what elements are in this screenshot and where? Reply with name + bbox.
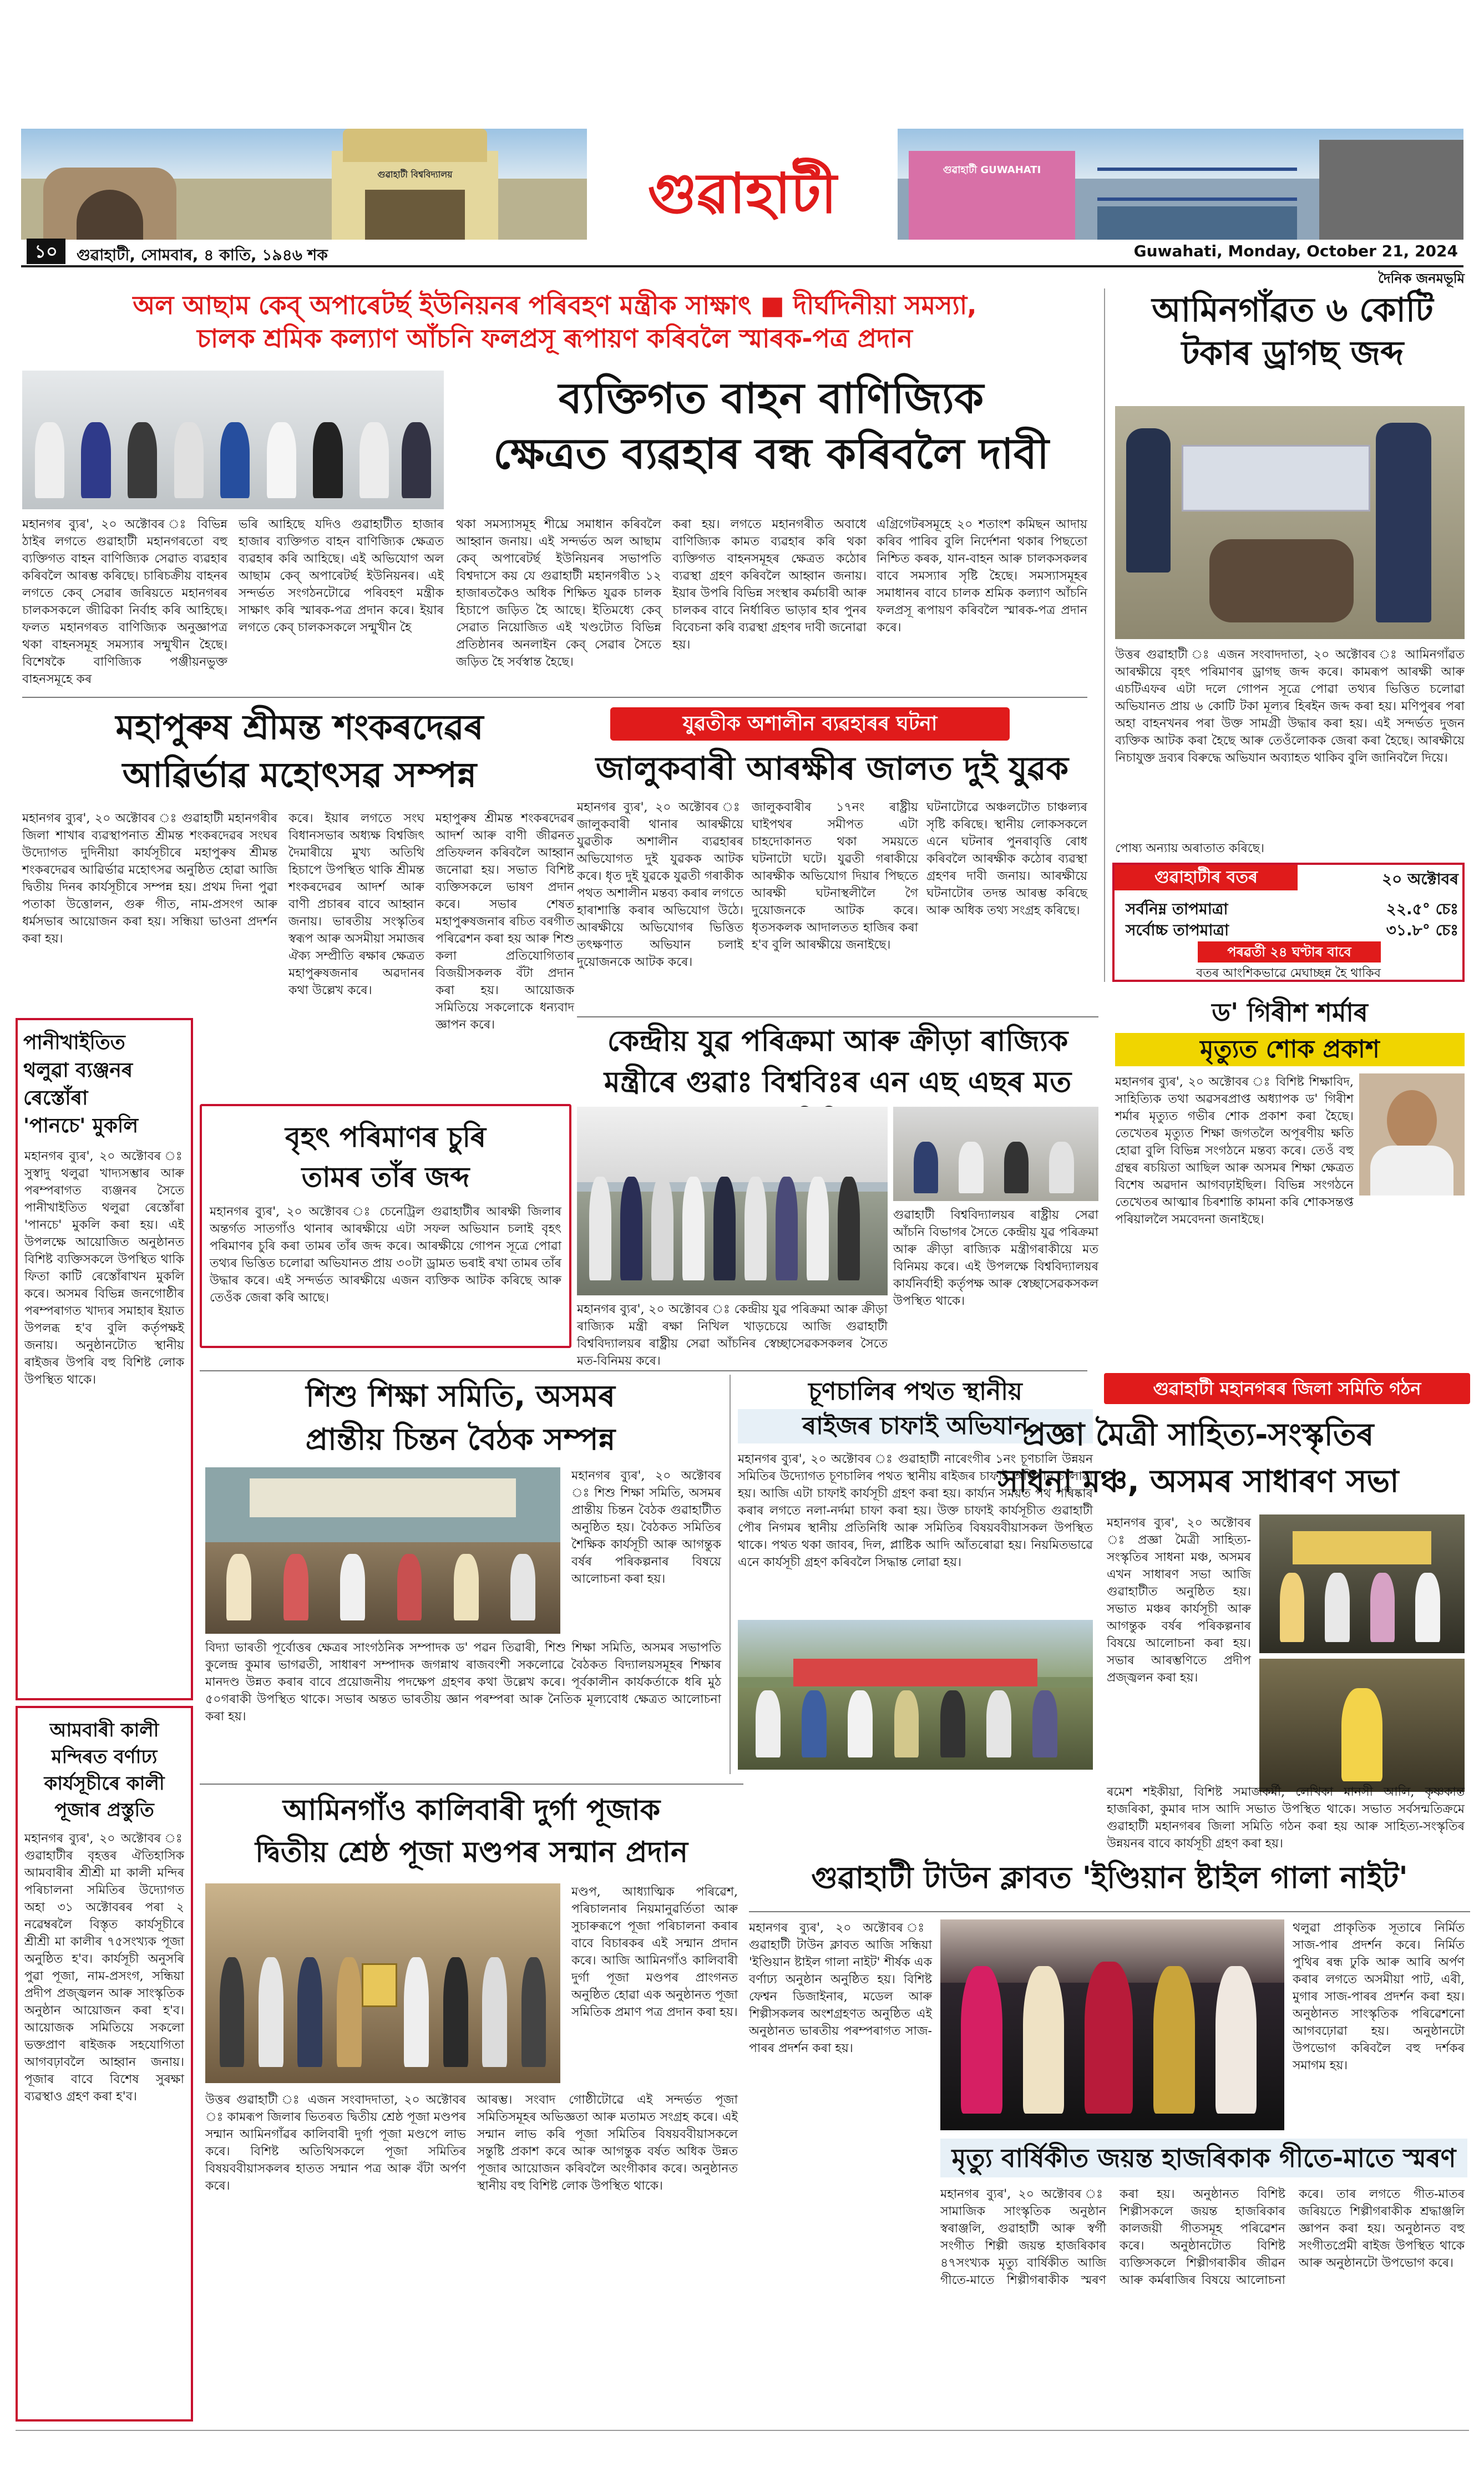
kali-body: মহানগৰ ব্যুৰ', ২০ অক্টোবৰ ঃ গুৱাহাটীৰ বৃহত্তৰ ঐতিহাসিক আমবাৰীৰ শ্ৰীশ্ৰী মা কালী মন্দিৰ পৰিচালনা সমিতিৰ উদ্যোগত অহা ৩১ অক্টোবৰৰ পৰা ২ নৱেম্বৰলৈ বিস্তৃত কাৰ্যসূচীৰে শ্ৰীশ্ৰী মা কালীৰ ৭৫সংখ্যক পূজা অনুষ্ঠিত হ'ব। কাৰ্যসূচী অনুসৰি পুৱা পূজা, নাম-প্ৰসংগ, সন্ধিয়া প্ৰদীপ প্ৰজ্জ্বলন আৰু সাংস্কৃতিক অনুষ্ঠান আয়োজন কৰা হ'ব। আয়োজক সমিতিয়ে সকলো ভক্তপ্ৰাণ ৰাইজক সহযোগিতা আগবঢ়াবলৈ আহ্বান জনায়। পূজাৰ বাবে বিশেষ সুৰক্ষা ব্যৱস্থাও গ্ৰহণ কৰা হ'ব।	[24, 1832, 184, 2104]
prajna-headline-line2: সাধনা মঞ্চ, অসমৰ সাধাৰণ সভা	[997, 1463, 1399, 1500]
ministry-headline-line1: কেন্দ্ৰীয় যুৱ পৰিক্ৰমা আৰু ক্ৰীড়া ৰাজ্যিক	[607, 1025, 1068, 1058]
top-banner-line1: অল আছাম কেব্ অপাৰেটৰ্ছ ইউনিয়নৰ পৰিবহণ মন্ত্ৰীক সাক্ষাৎ ■ দীৰ্ঘদিনীয়া সমস্যা,	[133, 290, 977, 320]
obit-body: মহানগৰ ব্যুৰ', ২০ অক্টোবৰ ঃ বিশিষ্ট শিক্ষাবিদ, সাহিত্যিক তথা অৱসৰপ্ৰাপ্ত অধ্যাপক ড' গিৰীশ শৰ্মাৰ মৃত্যুত গভীৰ শোক প্ৰকাশ কৰা হৈছে। তেখেতৰ মৃত্যুত শিক্ষা জগতলৈ অপূৰণীয় ক্ষতি হোৱা বুলি বিভিন্ন সংগঠনে মন্তব্য কৰে। তেওঁ বহু গ্ৰন্থৰ ৰচয়িতা আছিল আৰু অসমৰ শিক্ষা ক্ষেত্ৰত বিশেষ অৱদান আগবঢ়াইছিল। বিভিন্ন সংগঠনে তেখেতৰ আত্মাৰ চিৰশান্তি কামনা কৰি শোকসন্তপ্ত পৰিয়াললৈ সমবেদনা জনাইছে।	[1115, 1075, 1354, 1227]
date-line-en: Guwahati, Monday, October 21, 2024	[1133, 242, 1458, 260]
prajna-body-2: ৰমেশ শইকীয়া, বিশিষ্ট সমাজকৰ্মী, লেখিকা মানসী আলি, কৃষ্ণকান্ত হাজৰিকা, কুমাৰ দাস আদি সভাত উপস্থিত থাকে। সভাত সৰ্বসন্মতিক্ৰমে গুৱাহাটী মহানগৰৰ জিলা সমিতি গঠন কৰা হয় আৰু সাহিত্য-সংস্কৃতিৰ উন্নয়নৰ বাবে কাৰ্যসূচী গ্ৰহণ কৰা হয়।	[1107, 1785, 1465, 1851]
hazarika-headline: মৃত্যু বাৰ্ষিকীত জয়ন্ত হাজৰিকাক গীতে-মাতে স্মৰণ	[940, 2139, 1467, 2177]
lead-headline	[455, 371, 1087, 482]
gala-body-2: থলুৱা প্ৰাকৃতিক সূতাৰে নিৰ্মিত সাজ-পাৰ প্ৰদৰ্শন কৰে। নিৰ্মিত পুথিৰ ৰন্ধ ঢুকি আৰু আৰি অৰ্পণ কৰাৰ লগতে অসমীয়া পাট, এৰী, মুগাৰ সাজ-পাৰৰ প্ৰদৰ্শন কৰা হয়। অনুষ্ঠানত সাংস্কৃতিক পৰিৱেশনো আগবঢ়োৱা হয়। অনুষ্ঠানটো উপভোগ কৰিবলৈ বহু দৰ্শকৰ সমাগম হয়।	[1293, 1921, 1465, 2073]
durga-body-2: উত্তৰ গুৱাহাটী ঃ এজন সংবাদদাতা, ২০ অক্টোবৰ ঃ কামৰূপ জিলাৰ ভিতৰত দ্বিতীয় শ্ৰেষ্ঠ পূজা মণ্ডপৰ সন্মান আমিনগাঁৱৰ কালিবাৰী দুৰ্গা পূজা মণ্ডপে লাভ কৰে। বিশিষ্ট অতিথিসকলে পূজা সমিতিৰ বিষয়ববীয়াসকলৰ হাতত সন্মান পত্ৰ আৰু বঁটা অৰ্পণ কৰে।	[205, 2093, 466, 2193]
shishu-body-1: মহানগৰ ব্যুৰ', ২০ অক্টোবৰ ঃ শিশু শিক্ষা সমিতি, অসমৰ প্ৰান্তীয় চিন্তন বৈঠক গুৱাহাটীত অনুষ্ঠিত হয়। বৈঠকত সমিতিৰ শৈক্ষিক কাৰ্যসূচী আৰু আগন্তুক বৰ্ষৰ পৰিকল্পনাৰ বিষয়ে আলোচনা কৰা হয়।	[571, 1469, 721, 1586]
prajna-photo-1	[1259, 1514, 1465, 1653]
chaporia-photo	[738, 1620, 1093, 1770]
weather-min-label: সৰ্বোচ্চ তাপমাত্ৰা	[1126, 921, 1229, 939]
shishu-body-2: বিদ্যা ভাৰতী পূৰ্বোত্তৰ ক্ষেত্ৰৰ সাংগঠনিক সম্পাদক ড' পৱন তিৱাৰী, শিশু শিক্ষা সমিতি, অসমৰ সভাপতি কুলেন্দ্ৰ কুমাৰ ভাগৱতী, সাধাৰণ সম্পাদক জগন্নাথ ৰাজবংশী সকলোৱে বৈঠকত বিদ্যালয়সমূহৰ শিক্ষাৰ মানদণ্ড উন্নত কৰাৰ বাবে প্ৰয়োজনীয় পদক্ষেপ গ্ৰহণৰ কথা উল্লেখ কৰে। পূৰ্বকালীন কাৰ্যকৰ্তাকে ধৰি মুঠ ৫০গৰাকী উপস্থিত থাকে। সভাৰ অন্তত ভাৰতীয় জ্ঞান পৰম্পৰা আৰু নৈতিক মূল্যবোধ ক্ষেত্ৰত আলোচনা কৰা হয়।	[205, 1641, 721, 1724]
kali-headline-line2: মন্দিৰত বৰ্ণাঢ্য	[51, 1746, 158, 1768]
jalukbari-body-1: মহানগৰ ব্যুৰ', ২০ অক্টোবৰ ঃ জালুকবাৰী থানাৰ আৰক্ষীয়ে যুৱতীক অশালীন ব্যৱহাৰৰ অভিযোগত দুই যুৱকক আটক কৰে। ধৃত দুই যুৱকে যুৱতী গৰাকীক পথত অশালীন মন্তব্য কৰাৰ লগতে হাৰাশাস্তি কৰাৰ অভিযোগ উঠে। আৰক্ষীয়ে অভিযোগৰ ভিত্তিত তৎক্ষণাত অভিযান চলাই দুয়োজনকে আটক কৰে।	[577, 801, 743, 969]
chaporia-headline-line2: ৰাইজৰ চাফাই অভিযান	[738, 1409, 1093, 1443]
weather-max-value: ২২.৫° চেঃ	[1386, 900, 1458, 918]
drugs-headline-line2: টকাৰ ড্ৰাগছ জব্দ	[1181, 334, 1404, 373]
theft-headline-line1: বৃহৎ পৰিমাণৰ চুৰি	[285, 1121, 487, 1153]
gate-label: গুৱাহাটী বিশ্ববিদ্যালয়	[377, 169, 453, 180]
durga-headline-line2: দ্বিতীয় শ্ৰেষ্ঠ পূজা মণ্ডপৰ সন্মান প্ৰদান	[255, 1836, 688, 1869]
weather-title: গুৱাহাটীৰ বতৰ	[1115, 865, 1298, 890]
lead-body-2: ভৰি আহিছে যদিও গুৱাহাটীত হাজাৰ হাজাৰ ব্যক্তিগত বাহন বাণিজ্যিক ক্ষেত্ৰত ব্যৱহাৰ কৰি আহিছে। এই অভিযোগ অল আছাম কেব্ অপাৰেটৰ্ছ ইউনিয়নৰ। এই সন্দৰ্ভত সংগঠনটোৱে পৰিবহণ মন্ত্ৰীক সাক্ষাৎ কৰি স্মাৰক-পত্ৰ প্ৰদান কৰে। ইয়াৰ লগতে কেব্ চালকসকলে সন্মুখীন হৈ	[239, 518, 444, 635]
paani-headline-line1: পানীখাইতিত	[23, 1031, 125, 1054]
prajna-headline-line1: প্ৰজ্ঞা মৈত্ৰী সাহিত্য-সংস্কৃতিৰ	[1022, 1417, 1374, 1453]
drugs-headline	[1115, 288, 1470, 375]
kali-headline-line1: আমবাৰী কালী	[49, 1719, 159, 1741]
theft-headline	[202, 1106, 569, 1197]
paani-headline	[18, 1020, 191, 1144]
shishu-photo	[205, 1467, 560, 1634]
drugs-body: উত্তৰ গুৱাহাটী ঃ এজন সংবাদদাতা, ২০ অক্টোবৰ ঃ আমিনগাঁৱত আৰক্ষীয়ে বৃহৎ পৰিমাণৰ ড্ৰাগছ জব্দ কৰে। কামৰূপ আৰক্ষী আৰু এচটিএফৰ এটা দলে গোপন সূত্ৰে পোৱা তথ্যৰ ভিত্তিত চলোৱা অভিযানত প্ৰায় ৬ কোটি টকা মূল্যৰ হিৰইন জব্দ কৰা হয়। মণিপুৰৰ পৰা অহা বাহনখনৰ পৰা উক্ত সামগ্ৰী উদ্ধাৰ কৰা হয়। এই সন্দৰ্ভত দুজন ব্যক্তিক আটক কৰা হৈছে আৰু তেওঁলোকক জেৰা কৰা হৈছে। আৰক্ষীয়ে নিচাযুক্ত দ্ৰব্যৰ বিৰুদ্ধে অভিযান অব্যাহত থাকিব বুলি জানিবলৈ দিয়ে।	[1115, 648, 1465, 765]
page-number: ১০	[27, 239, 65, 264]
jalukbari-headline: জালুকবাৰী আৰক্ষীৰ জালত দুই যুৱক	[595, 749, 1069, 787]
lead-body-5: এগ্ৰিগেটৰসমূহে ২০ শতাংশ কমিছন আদায় কৰিব পাৰিব বুলি নিৰ্দেশনা থকাৰ পিছতো নিশ্চিত কৰক, যান-বাহন আৰু চালকসকলৰ বাবে সমস্যাৰ সৃষ্টি হৈছে। সমস্যাসমূহৰ সমাধানৰ বাবে চালক শ্ৰমিক কল্যাণ আঁচনি ফলপ্ৰসূ ৰূপায়ণ কৰিবলৈ স্মাৰক-পত্ৰ প্ৰদান কৰে।	[877, 518, 1087, 635]
durga-body-3: আৰম্ভ। সংবাদ গোষ্ঠীটোৱে এই সন্দৰ্ভত পূজা সমিতিসমূহৰ অভিজ্ঞতা আৰু মতামত সংগ্ৰহ কৰে। এই সন্মান লাভ কৰি পূজা সমিতিৰ বিষয়ববীয়াসকলে সন্তুষ্টি প্ৰকাশ কৰে আৰু আগন্তুক বৰ্ষত অধিক উন্নত পূজাৰ আয়োজন কৰিবলৈ অংগীকাৰ কৰে। অনুষ্ঠানত স্থানীয় বহু বিশিষ্ট লোক উপস্থিত থাকে।	[477, 2093, 738, 2193]
drugs-photo	[1115, 406, 1465, 639]
sankaradeva-body-1: মহানগৰ ব্যুৰ', ২০ অক্টোবৰ ঃ গুৱাহাটী মহানগৰীৰ জিলা শাখাৰ ব্যৱস্থাপনাত শ্ৰীমন্ত শংকৰদেৱৰ সংঘৰ উদ্যোগত দুদিনীয়া কাৰ্যসূচীৰে মহাপুৰুষ শ্ৰীমন্ত শংকৰদেৱৰ আৱিৰ্ভাৱ মহোৎসৱ অনুষ্ঠিত হোৱা আজি দ্বিতীয় দিনৰ কাৰ্যসূচীৰে সম্পন্ন হয়। প্ৰথম দিনা পুৱা পতাকা উত্তোলন, গুৰু গীত, নাম-প্ৰসংগ আৰু ধৰ্মসভাৰ আয়োজন কৰা হয়। সন্ধিয়া ভাওনা প্ৰদৰ্শন কৰা হয়।	[22, 812, 277, 946]
prajna-tag: গুৱাহাটী মহানগৰৰ জিলা সমিতি গঠন	[1104, 1373, 1470, 1404]
drugs-note: পোষ্য অন্যায় অৰাতাত কৰিছে।	[1115, 842, 1264, 855]
ministry-photo-2	[893, 1107, 1098, 1201]
weather-box	[1112, 863, 1465, 982]
gala-headline: গুৱাহাটী টাউন ক্লাবত 'ইণ্ডিয়ান ষ্টাইল গালা নাইট'	[811, 1860, 1408, 1895]
hazarika-body: মহানগৰ ব্যুৰ', ২০ অক্টোবৰ ঃ সামাজিক সাংস্কৃতিক অনুষ্ঠান স্বৰাঞ্জলি, গুৱাহাটী আৰু স্বৰ্গী সংগীত শিল্পী জয়ন্ত হাজৰিকাৰ ৪৭সংখ্যক মৃত্যু বাৰ্ষিকীত আজি গীতে-মাতে শিল্পীগৰাকীক স্মৰণ কৰা হয়। অনুষ্ঠানত বিশিষ্ট শিল্পীসকলে জয়ন্ত হাজৰিকাৰ কালজয়ী গীতসমূহ পৰিৱেশন কৰে। অনুষ্ঠানটোত বিশিষ্ট ব্যক্তিসকলে শিল্পীগৰাকীৰ জীৱন আৰু কৰ্মৰাজিৰ বিষয়ে আলোচনা কৰে। তাৰ লগতে গীত-মাতৰ জৰিয়তে শিল্পীগৰাকীক শ্ৰদ্ধাঞ্জলি জ্ঞাপন কৰা হয়। অনুষ্ঠানত বহু সংগীতপ্ৰেমী ৰাইজ উপস্থিত থাকে আৰু অনুষ্ঠানটো উপভোগ কৰে।	[940, 2187, 1465, 2287]
ministry-headline-line2: মন্ত্ৰীৰে গুৱাঃ বিশ্ববিঃৰ এন এছ এছৰ মত	[604, 1066, 1072, 1099]
weather-date: ২০ অক্টোবৰ	[1381, 870, 1458, 888]
weather-max-label: সৰ্বনিম্ন তাপমাত্ৰা	[1126, 900, 1228, 918]
lead-photo	[22, 371, 444, 509]
weather-next-label: পৰৱৰ্তী ২৪ ঘণ্টাৰ বাবে	[1198, 941, 1381, 963]
paani-headline-line4: 'পানচে' মুকলি	[23, 1115, 139, 1137]
ministry-body-1: গুৱাহাটী বিশ্ববিদ্যালয়ৰ ৰাষ্ট্ৰীয় সেৱা আঁচনি বিভাগৰ সৈতে কেন্দ্ৰীয় যুৱ পৰিক্ৰমা আৰু ক্ৰীড়া ৰাজ্যিক মন্ত্ৰীগৰাকীয়ে মত বিনিময় কৰে। এই উপলক্ষে বিশ্ববিদ্যালয়ৰ কাৰ্যনিৰ্বাহী কৰ্তৃপক্ষ আৰু স্বেচ্ছাসেৱকসকল উপস্থিত থাকে।	[893, 1208, 1098, 1308]
lead-headline-line2: ক্ষেত্ৰত ব্যৱহাৰ বন্ধ কৰিবলৈ দাবী	[493, 429, 1049, 478]
paani-body: মহানগৰ ব্যুৰ', ২০ অক্টোবৰ ঃ সুস্বাদু থলুৱা খাদ্যসম্ভাৰ আৰু পৰম্পৰাগত ব্যঞ্জনৰ সৈতে পানীখাইতিত থলুৱা ৰেস্তোঁৰা 'পানচে' মুকলি কৰা হয়। এই উপলক্ষে আয়োজিত অনুষ্ঠানত বিশিষ্ট ব্যক্তিসকলে উপস্থিত থাকি ফিতা কাটি ৰেস্তোঁৰাখন মুকলি কৰে। অসমৰ বিভিন্ন জনগোষ্ঠীৰ পৰম্পৰাগত খাদ্যৰ সমাহাৰ ইয়াত উপলব্ধ হ'ব বুলি কৰ্তৃপক্ষই জনায়। অনুষ্ঠানটোত স্থানীয় ৰাইজৰ উপৰি বহু বিশিষ্ট লোক উপস্থিত থাকে।	[24, 1149, 184, 1387]
durga-photo	[205, 1883, 560, 2083]
sankaradeva-body-3: মহাপুৰুষ শ্ৰীমন্ত শংকৰদেৱৰ আদৰ্শ আৰু বাণী জীৱনত প্ৰতিফলন কৰিবলৈ আহ্বান জনোৱা হয়। সভাত বিশিষ্ট ব্যক্তিসকলে ভাষণ প্ৰদান কৰে। সভাৰ শেষত মহাপুৰুষজনাৰ ৰচিত বৰগীত পৰিৱেশন কৰা হয় আৰু শিশু কলা প্ৰতিযোগিতাৰ বিজয়ীসকলক বঁটা প্ৰদান কৰা হয়। আয়োজক সমিতিয়ে সকলোকে ধন্যবাদ জ্ঞাপন কৰে।	[435, 812, 574, 1032]
prajna-photo-2	[1259, 1659, 1465, 1792]
masthead	[21, 129, 1463, 262]
top-banner-line2: চালক শ্ৰমিক কল্যাণ আঁচনি ফলপ্ৰসূ ৰূপায়ণ কৰিবলৈ স্মাৰক-পত্ৰ প্ৰদান	[197, 323, 913, 353]
brand-title: গুৱাহাটী	[647, 160, 837, 226]
shishu-headline-line2: প্ৰান্তীয় চিন্তন বৈঠক সম্পন্ন	[305, 1422, 616, 1457]
jalukbari-body-2: জালুকবাৰীৰ ১৭নং ৰাষ্ট্ৰীয় ঘাইপথৰ সমীপত এটা চাহদোকানত থকা সময়তে ঘটনাটো ঘটে। যুৱতী গৰাকীয়ে আৰক্ষীক অভিযোগ দিয়াৰ পিছতে আৰক্ষী ঘটনাস্থলীলৈ গৈ দুয়োজনকে আটক কৰে। ধৃতসকলক আদালতত হাজিৰ কৰা হ'ব বুলি আৰক্ষীয়ে জনাইছে।	[752, 801, 918, 952]
weather-min-value: ৩১.৮° চেঃ	[1386, 921, 1458, 939]
sankaradeva-headline-line2: আৱিৰ্ভাৱ মহোৎসৱ সম্পন্ন	[122, 754, 477, 795]
date-line-as: গুৱাহাটী, সোমবাৰ, ৪ কাতি, ১৯৪৬ শক	[77, 246, 328, 264]
weather-forecast: বতৰ আংশিকভাৱে মেঘাচ্ছন্ন হৈ থাকিব	[1196, 966, 1381, 980]
masthead-gate-photo	[21, 129, 587, 240]
shishu-headline	[200, 1375, 721, 1461]
ministry-caption: মহানগৰ ব্যুৰ', ২০ অক্টোবৰ ঃ কেন্দ্ৰীয় যুৱ পৰিক্ৰমা আৰু ক্ৰীড়া ৰাজ্যিক মন্ত্ৰী ৰক্ষা নিখিল খাড়চেয়ে আজি গুৱাহাটী বিশ্ববিদ্যালয়ৰ ৰাষ্ট্ৰীয় সেৱা আঁচনিৰ স্বেচ্ছাসেৱকসকলৰ সৈতে মত-বিনিময় কৰে।	[577, 1303, 888, 1368]
obit-name: ড' গিৰীশ শৰ্মাৰ	[1212, 997, 1368, 1027]
lead-body-3: থকা সমস্যাসমূহ শীঘ্ৰে সমাধান কৰিবলৈ আহ্বান জনায়। এই সন্দৰ্ভত অল আছাম কেব্ অপাৰেটৰ্ছ ইউনিয়নৰ সভাপতি বিশ্বদাসে কয় যে গুৱাহাটী মহানগৰীত ১২ হাজাৰতকৈও অধিক শিক্ষিত যুৱক চালক হিচাপে জড়িত হৈ আছে। ইতিমধ্যে কেব্ সেৱাত নিয়োজিত এই খণ্ডটোত বিভিন্ন প্ৰতিষ্ঠানৰ অনলাইন কেব্ সেৱাৰ সৈতে জড়িত হৈ সৰ্বস্বান্ত হৈছে।	[456, 518, 661, 669]
jalukbari-tag: যুৱতীক অশালীন ব্যৱহাৰৰ ঘটনা	[610, 707, 1010, 741]
paani-headline-line3: ৰেস্তোঁৰা	[23, 1087, 88, 1110]
theft-body: মহানগৰ ব্যুৰ', ২০ অক্টোবৰ ঃ চেনেট্ৰিল গুৱাহাটীৰ আৰক্ষী জিলাৰ অন্তৰ্গত সাতগাঁও থানাৰ আৰক্ষীয়ে এটা সফল অভিযান চলাই বৃহৎ পৰিমাণৰ চুৰি কৰা তামৰ তাঁৰ জব্দ কৰে। আৰক্ষীয়ে গোপন সূত্ৰে পোৱা তথ্যৰ ভিত্তিত চলোৱা অভিযানত প্ৰায় ৩০টা ড্ৰামত ভৰাই ৰখা তামৰ তাঁৰ উদ্ধাৰ কৰে। এই সন্দৰ্ভত আৰক্ষীয়ে এজন ব্যক্তিক আটক কৰিছে আৰু তেওঁক জেৰা কৰি আছে।	[210, 1205, 561, 1305]
lead-body-1: মহানগৰ ব্যুৰ', ২০ অক্টোবৰ ঃ বিভিন্ন ঠাইৰ লগতে গুৱাহাটী মহানগৰতো বহু ব্যক্তিগত বাহন বাণিজ্যিক সেৱাত ব্যৱহাৰ কৰিবলৈ আৰম্ভ কৰিছে। চাৰিচক্ৰীয় বাহনৰ লগতে কেব্ সেৱাৰ জৰিয়তে মহানগৰৰ চালকসকলে জীৱিকা নিৰ্বাহ কৰি আহিছে। ফলত মহানগৰত বাণিজ্যিক অনুজ্ঞাপত্ৰ থকা বাহনসমূহ সমস্যাৰ সন্মুখীন হৈছে। বিশেষকৈ বাণিজ্যিক পঞ্জীয়নভুক্ত বাহনসমূহে কৰ	[22, 518, 227, 686]
chaporia-body: মহানগৰ ব্যুৰ', ২০ অক্টোবৰ ঃ গুৱাহাটী নাৰেংগীৰ ১নং চূণচালি উন্নয়ন সমিতিৰ উদ্যোগত চূণচালিৰ পথত স্থানীয় ৰাইজৰ চাফাই অভিযান চলোৱা হয়। আজি এটা চাফাই কাৰ্যসূচী গ্ৰহণ কৰা হয়। কাৰ্য্যন সময়ত পথ পৰিষ্কাৰ কৰাৰ লগতে নলা-নৰ্দমা চাফা কৰা হয়। উক্ত চাফাই কাৰ্যসূচীত গুৱাহাটী পৌৰ নিগমৰ স্থানীয় প্ৰতিনিধি আৰু সমিতিৰ বিষয়ববীয়াসকল উপস্থিত থাকে। পথত থকা জাবৰ, দিল, প্লাষ্টিক আদি আঁতৰোৱা হয়। নিয়মিতভাৱে এনে কাৰ্যসূচী গ্ৰহণ কৰিবলৈ সিদ্ধান্ত লোৱা হয়।	[738, 1452, 1093, 1569]
paani-headline-line2: থলুৱা ব্যঞ্জনৰ	[23, 1059, 133, 1082]
sankaradeva-headline	[22, 703, 577, 799]
durga-body-1: মণ্ডপ, আধ্যাত্মিক পৰিৱেশ, পৰিচালনাৰ নিয়মানুৱৰ্তিতা আৰু সুচাৰুৰূপে পূজা পৰিচালনা কৰাৰ বাবে বিচাৰকৰ এই সন্মান প্ৰদান কৰে। আজি আমিনগাঁও কালিবাৰী দুৰ্গা পূজা মণ্ডপৰ প্ৰাংগনত অনুষ্ঠিত হোৱা এক অনুষ্ঠানত পূজা সমিতিক প্ৰমাণ পত্ৰ প্ৰদান কৰা হয়।	[571, 1885, 738, 2019]
jalukbari-body-3: ঘটনাটোৱে অঞ্চলটোত চাঞ্চল্যৰ সৃষ্টি কৰিছে। স্থানীয় লোকসকলে এনে ঘটনাৰ পুনৰাবৃত্তি ৰোধ কৰিবলৈ আৰক্ষীক কঠোৰ ব্যৱস্থা গ্ৰহণৰ দাবী জনায়। আৰক্ষীয়ে ঘটনাটোৰ তদন্ত আৰম্ভ কৰিছে আৰু অধিক তথ্য সংগ্ৰহ কৰিছে।	[926, 801, 1087, 918]
shishu-headline-line1: শিশু শিক্ষা সমিতি, অসমৰ	[306, 1379, 615, 1414]
kali-headline	[18, 1708, 191, 1828]
top-banner	[33, 288, 1076, 355]
masthead-city-photo	[898, 129, 1463, 240]
theft-headline-line2: তামৰ তাঁৰ জব্দ	[301, 1161, 470, 1193]
kali-headline-line4: পূজাৰ প্ৰস্তুতি	[54, 1799, 154, 1821]
paper-name: দৈনিক জনমভূমি	[1378, 271, 1465, 286]
durga-headline	[200, 1789, 743, 1873]
ministry-photo	[577, 1107, 888, 1295]
sankaradeva-body-2: কৰে। ইয়াৰ লগতে সংঘ বিধানসভাৰ অধ্যক্ষ বিশ্বজিৎ দৈমাৰীয়ে মুখ্য অতিথি হিচাপে উপস্থিত থাকি শ্ৰীমন্ত শংকৰদেৱৰ আদৰ্শ আৰু বাণী প্ৰচাৰৰ বাবে আহ্বান জনায়। ভাৰতীয় সংস্কৃতিৰ স্বৰূপ আৰু অসমীয়া সমাজৰ ঐক্য সম্প্ৰীতি ৰক্ষাৰ ক্ষেত্ৰত মহাপুৰুষজনাৰ অৱদানৰ কথা উল্লেখ কৰে।	[288, 812, 424, 997]
durga-headline-line1: আমিনগাঁও কালিবাৰী দুৰ্গা পূজাক	[282, 1794, 661, 1827]
obit-photo	[1359, 1073, 1465, 1195]
gala-body-1: মহানগৰ ব্যুৰ', ২০ অক্টোবৰ ঃ গুৱাহাটী টাউন ক্লাবত আজি সন্ধিয়া 'ইণ্ডিয়ান ষ্টাইল গালা নাইট' শীৰ্ষক এক বৰ্ণাঢ্য অনুষ্ঠান অনুষ্ঠিত হয়। বিশিষ্ট ফেশ্বন ডিজাইনাৰ, মডেল আৰু শিল্পীসকলৰ অংশগ্ৰহণত অনুষ্ঠিত এই অনুষ্ঠানত ভাৰতীয় পৰম্পৰাগত সাজ-পাৰৰ প্ৰদৰ্শন কৰা হয়।	[749, 1921, 932, 2055]
drugs-headline-line1: আমিনগাঁৱত ৬ কোটি	[1152, 291, 1434, 330]
theft-box	[200, 1104, 571, 1348]
prajna-headline	[871, 1412, 1470, 1505]
lead-headline-line1: ব্যক্তিগত বাহন বাণিজ্যিক	[558, 373, 984, 423]
kali-box	[16, 1706, 193, 2422]
prajna-body-1: মহানগৰ ব্যুৰ', ২০ অক্টোবৰ ঃ প্ৰজ্ঞা মৈত্ৰী সাহিত্য-সংস্কৃতিৰ সাধনা মঞ্চ, অসমৰ এখন সাধাৰণ সভা আজি গুৱাহাটীত অনুষ্ঠিত হয়। সভাত মঞ্চৰ কাৰ্যসূচী আৰু আগন্তুক বৰ্ষৰ পৰিকল্পনাৰ বিষয়ে আলোচনা কৰা হয়। সভাৰ আৰম্ভণিতে প্ৰদীপ প্ৰজ্জ্বলন কৰা হয়।	[1107, 1516, 1251, 1685]
paani-box	[16, 1018, 193, 1700]
kali-headline-line3: কাৰ্যসূচীৰে কালী	[44, 1772, 165, 1795]
obit-headline: মৃত্যুত শোক প্ৰকাশ	[1115, 1033, 1465, 1066]
sankaradeva-headline-line1: মহাপুৰুষ শ্ৰীমন্ত শংকৰদেৱৰ	[115, 707, 484, 747]
sign-label: গুৱাহাটী GUWAHATI	[943, 164, 1041, 176]
lead-body-4: কৰা হয়। লগতে মহানগৰীত অবাধে বাণিজ্যিক কামত ব্যৱহাৰ কৰি থকা ব্যক্তিগত বাহনসমূহৰ ক্ষেত্ৰত কঠোৰ ব্যৱস্থা গ্ৰহণ কৰিবলৈ আহ্বান জনায়। ইয়াৰ উপৰি বিভিন্ন সংস্থাৰ কৰ্মচাৰী আৰু চালকৰ বাবে নিৰ্ধাৰিত ভাড়াৰ হাৰ পুনৰ বিবেচনা কৰি ব্যৱস্থা গ্ৰহণৰ দাবী জনোৱা হয়।	[672, 518, 867, 652]
gala-photo	[940, 1919, 1284, 2130]
chaporia-headline-line1: চূণচালিৰ পথত স্থানীয়	[808, 1377, 1022, 1406]
